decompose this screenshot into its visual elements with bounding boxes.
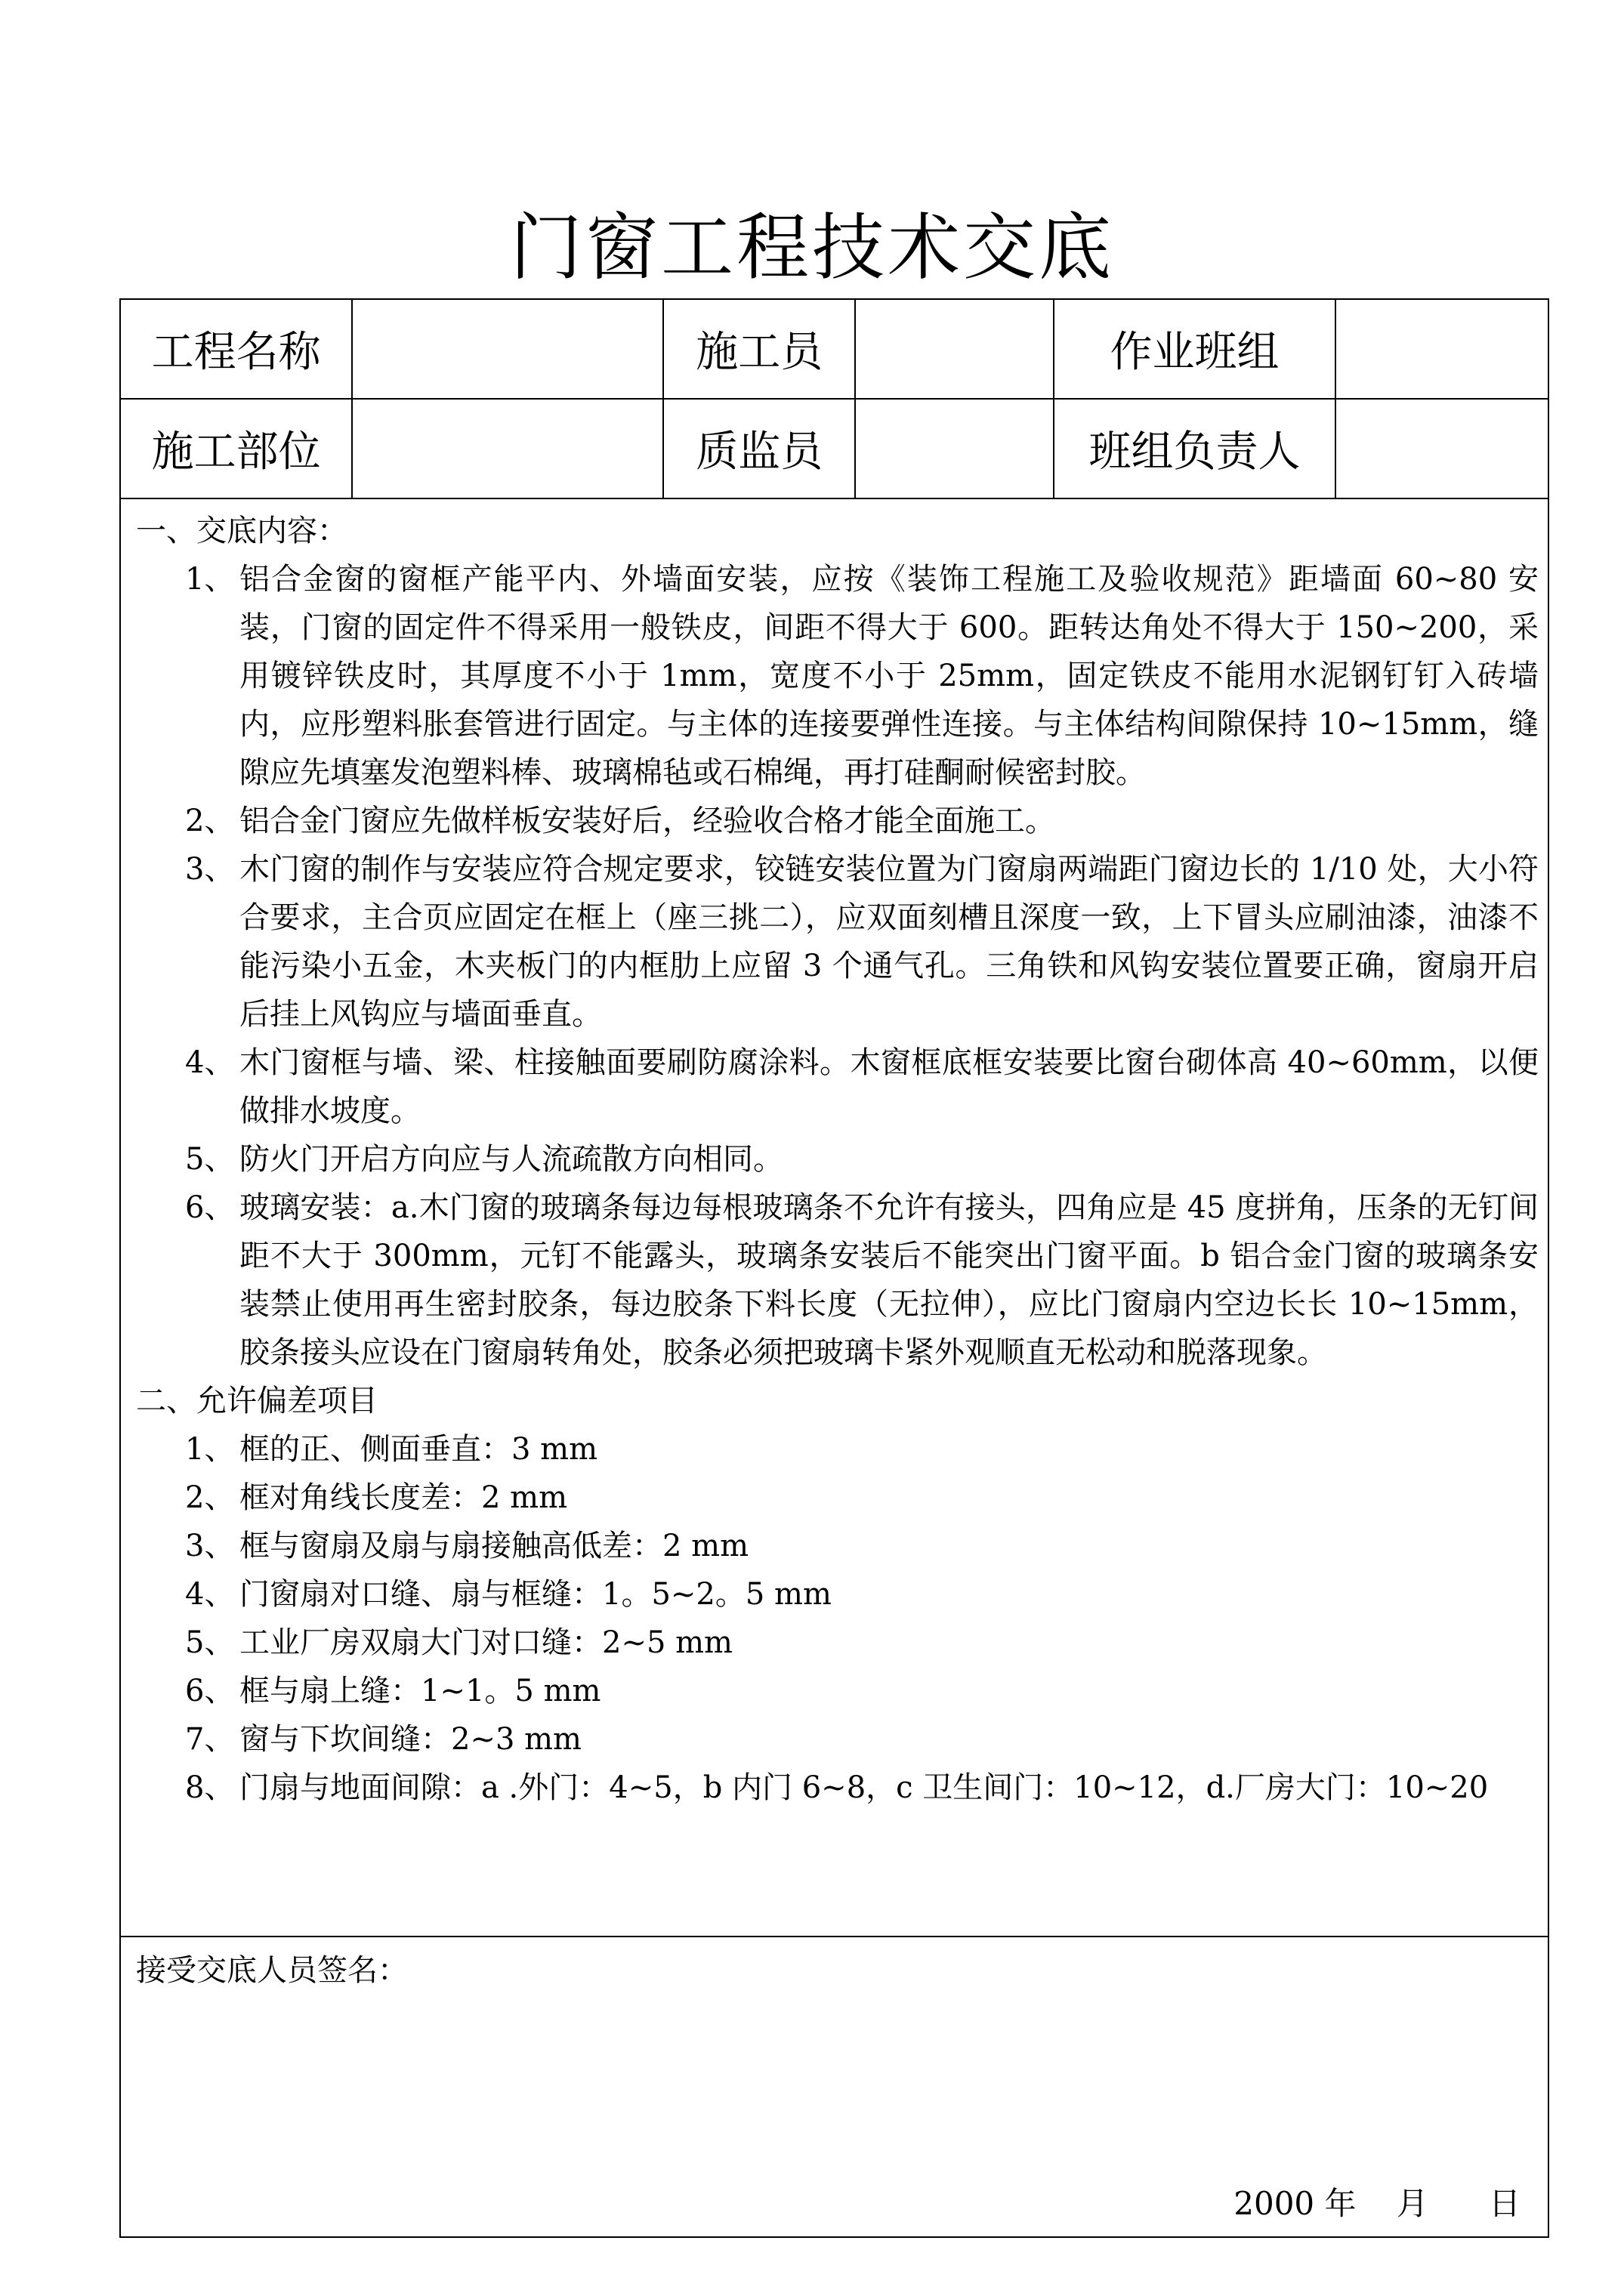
field-constructor[interactable] [856,300,1054,398]
item-text: 铝合金门窗应先做样板安装好后，经验收合格才能全面施工。 [239,804,1055,838]
disclosure-form [119,298,1549,2238]
content-item-5 [136,1135,1548,1184]
item-text: 木门窗框与墙、梁、柱接触面要刷防腐涂料。木窗框底框安装要比窗台砌体高 40~60mm，以便做排水坡度。 [239,1045,1539,1128]
item-number: 5、 [185,1142,235,1177]
disclosure-content [121,499,1548,1937]
item-number: 7、 [185,1722,235,1757]
content-item-6 [136,1184,1548,1377]
tolerance-item-4 [136,1570,1548,1619]
section-heading-tolerance: 二、允许偏差项目 [136,1384,378,1418]
item-text: 铝合金窗的窗框产能平内、外墙面安装，应按《装饰工程施工及验收规范》距墙面 60~80 安装，门窗的固定件不得采用一般铁皮，间距不得大于 600。距转达角处不得大于 150~200，采用镀锌铁皮时，其厚度不小于 1mm，宽度不小于 25mm，固定铁皮不能用水泥钢钉钉入砖墙内，应彤塑料胀套管进行固定。与主体的连接要弹性连接。与主体结构间隙保持 10~15mm，缝隙应先填塞发泡塑料棒、玻璃棉毡或石棉绳，再打硅酮耐候密封胶。 [239,562,1539,790]
item-number: 8、 [185,1770,235,1805]
tolerance-item-6 [136,1667,1548,1715]
tolerance-item-1 [136,1425,1548,1474]
item-text: 窗与下坎间缝：2~3 mm [239,1722,582,1757]
signature-area[interactable] [121,1937,1548,2236]
label-quality-inspector: 质监员 [664,400,855,498]
item-number: 4、 [185,1045,235,1080]
item-number: 1、 [185,1432,235,1467]
item-number: 4、 [185,1577,235,1612]
item-number: 3、 [185,1529,235,1563]
signature-date: 2000 年 月 日 [1233,2185,1521,2222]
item-number: 2、 [185,1480,235,1515]
item-number: 1、 [185,562,235,597]
label-constructor: 施工员 [664,300,855,398]
field-work-team[interactable] [1336,300,1548,398]
tolerance-item-2 [136,1474,1548,1522]
tolerance-item-8 [136,1764,1548,1812]
document-title: 门窗工程技术交底 [510,205,1114,290]
label-project-name: 工程名称 [121,300,353,398]
tolerance-item-3 [136,1522,1548,1570]
item-text: 防火门开启方向应与人流疏散方向相同。 [239,1142,783,1177]
label-team-leader: 班组负责人 [1054,400,1335,498]
item-text: 框对角线长度差：2 mm [239,1480,568,1515]
field-quality-inspector[interactable] [856,400,1054,498]
section-heading-content: 一、交底内容： [136,514,347,548]
content-item-2 [136,797,1548,845]
content-item-4 [136,1038,1548,1135]
header-row-1 [121,300,1548,400]
tolerance-item-5 [136,1619,1548,1667]
content-item-1 [136,555,1548,797]
item-number: 5、 [185,1625,235,1660]
field-construction-part[interactable] [353,400,664,498]
item-number: 6、 [185,1190,235,1225]
field-team-leader[interactable] [1336,400,1548,498]
header-row-2 [121,400,1548,499]
item-text: 框的正、侧面垂直：3 mm [239,1432,598,1467]
field-project-name[interactable] [353,300,664,398]
item-text: 门扇与地面间隙：a .外门：4~5，b 内门 6~8，c 卫生间门：10~12，d.厂房大门：10~20 [239,1770,1489,1805]
signature-label: 接受交底人员签名： [136,1953,408,1988]
label-construction-part: 施工部位 [121,400,353,498]
content-item-3 [136,845,1548,1038]
label-work-team: 作业班组 [1054,300,1335,398]
item-text: 玻璃安装：a.木门窗的玻璃条每边每根玻璃条不允许有接头，四角应是 45 度拼角，压条的无钉间距不大于 300mm，元钉不能露头，玻璃条安装后不能突出门窗平面。b 铝合金门窗的玻璃条安装禁止使用再生密封胶条，每边胶条下料长度（无拉伸），应比门窗扇内空边长长 10~15mm，胶条接头应设在门窗扇转角处，胶条必须把玻璃卡紧外观顺直无松动和脱落现象。 [239,1190,1539,1370]
item-text: 工业厂房双扇大门对口缝：2~5 mm [239,1625,733,1660]
item-text: 框与窗扇及扇与扇接触高低差：2 mm [239,1529,749,1563]
item-text: 门窗扇对口缝、扇与框缝：1。5~2。5 mm [239,1577,832,1612]
item-number: 3、 [185,852,235,887]
item-text: 木门窗的制作与安装应符合规定要求，铰链安装位置为门窗扇两端距门窗边长的 1/10 处，大小符合要求，主合页应固定在框上（座三挑二），应双面刻槽且深度一致，上下冒头应刷油漆，油漆不能污染小五金，木夹板门的内框肋上应留 3 个通气孔。三角铁和风钩安装位置要正确，窗扇开启后挂上风钩应与墙面垂直。 [239,852,1539,1032]
item-number: 6、 [185,1674,235,1708]
item-number: 2、 [185,804,235,838]
tolerance-item-7 [136,1715,1548,1764]
item-text: 框与扇上缝：1~1。5 mm [239,1674,601,1708]
